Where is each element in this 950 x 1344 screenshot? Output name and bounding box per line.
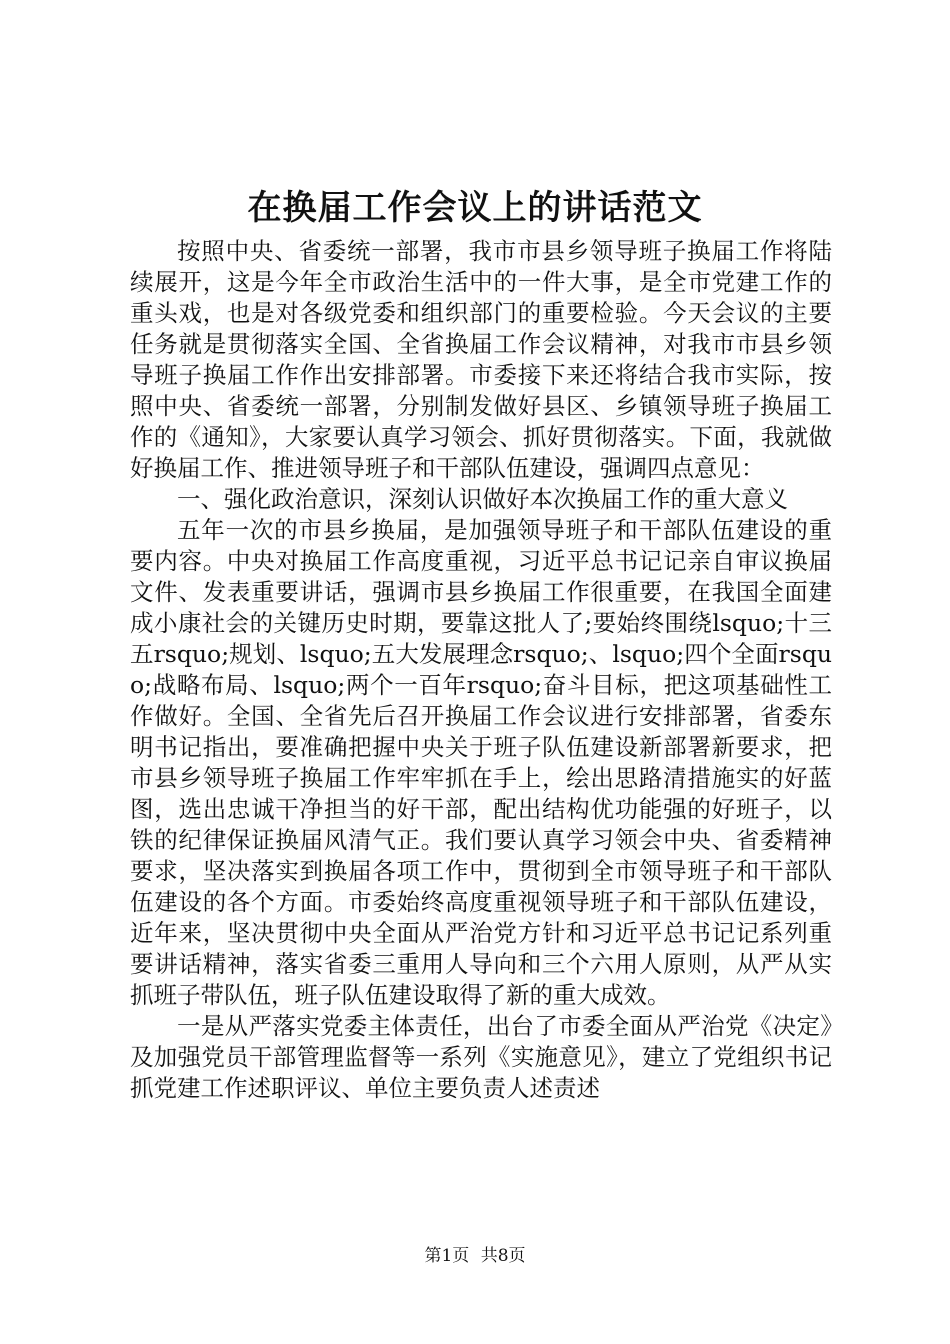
paragraph-significance: 五年一次的市县乡换届，是加强领导班子和干部队伍建设的重要内容。中央对换届工作高度重视，习近平总书记记亲自审议换届文件、发表重要讲话，强调市县乡换届工作很重要，在我国全面建成小康社会的关键历史时期，要靠这批人了;要始终围绕lsquo;十三五rsquo;规划、lsquo;五大发展理念rsquo;、lsquo;四个全面rsquo;战略布局、lsquo;两个一百年rsquo;奋斗目标，把这项基础性工作做好。全国、全省先后召开换届工作会议进行安排部署，省委东明书记指出，要准确把握中央关于班子队伍建设新部署新要求，把市县乡领导班子换届工作牢牢抓在手上，绘出思路清措施实的好蓝图，选出忠诚干净担当的好干部，配出结构优功能强的好班子，以铁的纪律保证换届风清气正。我们要认真学习领会中央、省委精神要求，坚决落实到换届各项工作中，贯彻到全市领导班子和干部队伍建设的各个方面。市委始终高度重视领导班子和干部队伍建设，近年来，坚决贯彻中央全面从严治党方针和习近平总书记记系列重要讲话精神，落实省委三重用人导向和三个六用人原则，从严从实抓班子带队伍，班子队伍建设取得了新的重大成效。: [130, 516, 832, 1009]
section-heading-1: 一、强化政治意识，深刻认识做好本次换届工作的重大意义: [177, 485, 788, 513]
page-footer: [0, 1244, 950, 1268]
page-number: 第1页: [424, 1246, 470, 1266]
paragraph-intro: 按照中央、省委统一部署，我市市县乡领导班子换届工作将陆续展开，这是今年全市政治生活中的一件大事，是全市党建工作的重头戏，也是对各级党委和组织部门的重要检验。今天会议的主要任务就是贯彻落实全国、全省换届工作会议精神，对我市市县乡领导班子换届工作作出安排部署。市委接下来还将结合我市实际，按照中央、省委统一部署，分别制发做好县区、乡镇领导班子换届工作的《通知》，大家要认真学习领会、抓好贯彻落实。下面，我就做好换届工作、推进领导班子和干部队伍建设，强调四点意见：: [130, 237, 832, 482]
page-title: 在换届工作会议上的讲话范文: [247, 188, 703, 228]
page-total: 共8页: [480, 1246, 526, 1266]
document-body: [130, 236, 832, 1104]
paragraph-point-1: 一是从严落实党委主体责任，出台了市委全面从严治党《决定》及加强党员干部管理监督等一系列《实施意见》，建立了党组织书记抓党建工作述职评议、单位主要负责人述责述: [130, 1012, 832, 1102]
